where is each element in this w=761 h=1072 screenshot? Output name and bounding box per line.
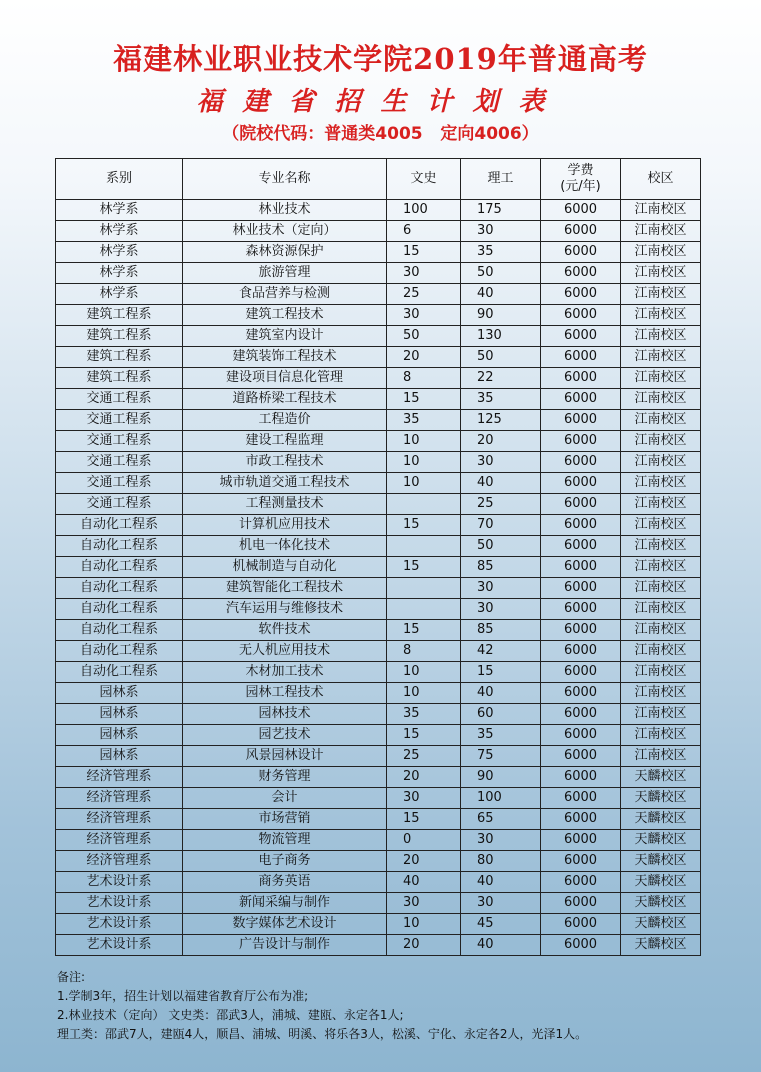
cell-arts: 15 <box>387 557 461 578</box>
cell-arts: 20 <box>387 347 461 368</box>
cell-science: 50 <box>461 536 541 557</box>
table-row <box>56 284 701 305</box>
cell-campus: 天麟校区 <box>621 788 701 809</box>
cell-major: 建筑智能化工程技术 <box>183 578 387 599</box>
cell-department: 自动化工程系 <box>56 536 183 557</box>
table-row <box>56 242 701 263</box>
cell-tuition: 6000 <box>541 368 621 389</box>
cell-arts: 25 <box>387 284 461 305</box>
cell-department: 艺术设计系 <box>56 893 183 914</box>
cell-arts: 40 <box>387 872 461 893</box>
table-row <box>56 767 701 788</box>
cell-tuition: 6000 <box>541 662 621 683</box>
cell-campus: 江南校区 <box>621 305 701 326</box>
cell-arts: 15 <box>387 809 461 830</box>
cell-major: 建筑工程技术 <box>183 305 387 326</box>
cell-department: 经济管理系 <box>56 788 183 809</box>
table-row <box>56 431 701 452</box>
cell-arts: 20 <box>387 851 461 872</box>
cell-campus: 江南校区 <box>621 662 701 683</box>
cell-major: 无人机应用技术 <box>183 641 387 662</box>
cell-campus: 天麟校区 <box>621 914 701 935</box>
cell-science: 60 <box>461 704 541 725</box>
page-title: 福建林业职业技术学院2019年普通高考 <box>113 42 648 76</box>
table-header-row <box>56 159 701 200</box>
cell-science: 30 <box>461 830 541 851</box>
cell-department: 自动化工程系 <box>56 557 183 578</box>
cell-major: 森林资源保护 <box>183 242 387 263</box>
cell-major: 市政工程技术 <box>183 452 387 473</box>
cell-major: 建设工程监理 <box>183 431 387 452</box>
cell-arts: 15 <box>387 620 461 641</box>
cell-major: 软件技术 <box>183 620 387 641</box>
table-row <box>56 809 701 830</box>
cell-department: 自动化工程系 <box>56 578 183 599</box>
cell-arts: 30 <box>387 305 461 326</box>
cell-campus: 江南校区 <box>621 578 701 599</box>
table-row <box>56 452 701 473</box>
cell-campus: 江南校区 <box>621 620 701 641</box>
cell-campus: 天麟校区 <box>621 893 701 914</box>
cell-tuition: 6000 <box>541 389 621 410</box>
table-row <box>56 347 701 368</box>
cell-major: 电子商务 <box>183 851 387 872</box>
table-row <box>56 494 701 515</box>
cell-campus: 江南校区 <box>621 326 701 347</box>
cell-arts: 25 <box>387 746 461 767</box>
cell-department: 建筑工程系 <box>56 347 183 368</box>
cell-tuition: 6000 <box>541 221 621 242</box>
table-row <box>56 746 701 767</box>
cell-department: 林学系 <box>56 284 183 305</box>
cell-science: 45 <box>461 914 541 935</box>
cell-science: 30 <box>461 578 541 599</box>
cell-arts <box>387 578 461 599</box>
cell-campus: 江南校区 <box>621 242 701 263</box>
cell-arts: 10 <box>387 473 461 494</box>
cell-major: 园林技术 <box>183 704 387 725</box>
page-subtitle: 福建省招生计划表 <box>196 87 565 117</box>
cell-campus: 江南校区 <box>621 494 701 515</box>
table-body <box>56 200 701 956</box>
cell-campus: 天麟校区 <box>621 809 701 830</box>
cell-major: 木材加工技术 <box>183 662 387 683</box>
table-row <box>56 389 701 410</box>
cell-arts: 10 <box>387 431 461 452</box>
table-row <box>56 578 701 599</box>
cell-science: 40 <box>461 473 541 494</box>
cell-major: 工程造价 <box>183 410 387 431</box>
notes-line: 2.林业技术（定向） 文史类：邵武3人，浦城、建瓯、永定各1人; <box>57 1008 404 1022</box>
cell-major: 商务英语 <box>183 872 387 893</box>
cell-campus: 江南校区 <box>621 557 701 578</box>
cell-campus: 江南校区 <box>621 263 701 284</box>
cell-tuition: 6000 <box>541 788 621 809</box>
cell-science: 30 <box>461 599 541 620</box>
cell-arts: 100 <box>387 200 461 221</box>
cell-tuition: 6000 <box>541 242 621 263</box>
cell-campus: 江南校区 <box>621 284 701 305</box>
table-row <box>56 536 701 557</box>
cell-arts <box>387 599 461 620</box>
table-row <box>56 893 701 914</box>
cell-science: 80 <box>461 851 541 872</box>
cell-science: 30 <box>461 452 541 473</box>
cell-arts: 10 <box>387 683 461 704</box>
cell-department: 艺术设计系 <box>56 914 183 935</box>
cell-arts: 15 <box>387 725 461 746</box>
cell-campus: 天麟校区 <box>621 872 701 893</box>
table-row <box>56 683 701 704</box>
cell-department: 建筑工程系 <box>56 305 183 326</box>
cell-major: 财务管理 <box>183 767 387 788</box>
header-tuition: 学费 (元/年) <box>541 159 621 200</box>
header-major: 专业名称 <box>183 159 387 200</box>
cell-campus: 江南校区 <box>621 599 701 620</box>
cell-arts <box>387 536 461 557</box>
cell-arts: 15 <box>387 515 461 536</box>
cell-major: 食品营养与检测 <box>183 284 387 305</box>
notes <box>57 968 737 1044</box>
cell-tuition: 6000 <box>541 620 621 641</box>
cell-science: 40 <box>461 683 541 704</box>
cell-major: 计算机应用技术 <box>183 515 387 536</box>
cell-major: 机电一体化技术 <box>183 536 387 557</box>
cell-tuition: 6000 <box>541 305 621 326</box>
cell-major: 汽车运用与维修技术 <box>183 599 387 620</box>
cell-tuition: 6000 <box>541 515 621 536</box>
cell-tuition: 6000 <box>541 935 621 956</box>
cell-tuition: 6000 <box>541 473 621 494</box>
cell-major: 数字媒体艺术设计 <box>183 914 387 935</box>
cell-tuition: 6000 <box>541 851 621 872</box>
table-row <box>56 641 701 662</box>
cell-major: 工程测量技术 <box>183 494 387 515</box>
header-department: 系别 <box>56 159 183 200</box>
cell-department: 园林系 <box>56 725 183 746</box>
cell-major: 园艺技术 <box>183 725 387 746</box>
cell-department: 经济管理系 <box>56 767 183 788</box>
cell-arts: 15 <box>387 242 461 263</box>
cell-campus: 江南校区 <box>621 536 701 557</box>
cell-tuition: 6000 <box>541 893 621 914</box>
cell-science: 85 <box>461 557 541 578</box>
cell-arts: 20 <box>387 935 461 956</box>
cell-department: 经济管理系 <box>56 851 183 872</box>
cell-major: 城市轨道交通工程技术 <box>183 473 387 494</box>
cell-campus: 江南校区 <box>621 746 701 767</box>
cell-tuition: 6000 <box>541 536 621 557</box>
cell-department: 林学系 <box>56 221 183 242</box>
cell-science: 15 <box>461 662 541 683</box>
cell-department: 自动化工程系 <box>56 641 183 662</box>
cell-arts: 8 <box>387 641 461 662</box>
cell-campus: 江南校区 <box>621 221 701 242</box>
cell-department: 艺术设计系 <box>56 872 183 893</box>
cell-department: 林学系 <box>56 242 183 263</box>
cell-campus: 江南校区 <box>621 515 701 536</box>
cell-science: 75 <box>461 746 541 767</box>
cell-department: 交通工程系 <box>56 431 183 452</box>
table-row <box>56 515 701 536</box>
table-row <box>56 263 701 284</box>
cell-department: 自动化工程系 <box>56 515 183 536</box>
cell-science: 125 <box>461 410 541 431</box>
cell-tuition: 6000 <box>541 641 621 662</box>
table-row <box>56 200 701 221</box>
cell-science: 40 <box>461 935 541 956</box>
table-row <box>56 620 701 641</box>
cell-science: 90 <box>461 767 541 788</box>
cell-tuition: 6000 <box>541 557 621 578</box>
cell-tuition: 6000 <box>541 725 621 746</box>
cell-department: 交通工程系 <box>56 452 183 473</box>
cell-department: 建筑工程系 <box>56 368 183 389</box>
cell-tuition: 6000 <box>541 326 621 347</box>
table-row <box>56 410 701 431</box>
cell-campus: 江南校区 <box>621 389 701 410</box>
cell-major: 建筑室内设计 <box>183 326 387 347</box>
cell-arts: 30 <box>387 263 461 284</box>
cell-tuition: 6000 <box>541 914 621 935</box>
cell-arts: 35 <box>387 704 461 725</box>
table-row <box>56 473 701 494</box>
enrollment-plan-table <box>55 158 701 956</box>
cell-major: 林业技术 <box>183 200 387 221</box>
cell-tuition: 6000 <box>541 410 621 431</box>
cell-science: 35 <box>461 389 541 410</box>
cell-campus: 江南校区 <box>621 473 701 494</box>
cell-department: 自动化工程系 <box>56 599 183 620</box>
cell-campus: 天麟校区 <box>621 935 701 956</box>
notes-line: 1.学制3年，招生计划以福建省教育厅公布为准; <box>57 989 309 1003</box>
cell-department: 交通工程系 <box>56 410 183 431</box>
cell-science: 90 <box>461 305 541 326</box>
cell-tuition: 6000 <box>541 767 621 788</box>
cell-department: 园林系 <box>56 746 183 767</box>
cell-arts: 0 <box>387 830 461 851</box>
cell-campus: 江南校区 <box>621 683 701 704</box>
cell-department: 经济管理系 <box>56 809 183 830</box>
cell-tuition: 6000 <box>541 347 621 368</box>
cell-science: 85 <box>461 620 541 641</box>
cell-campus: 江南校区 <box>621 704 701 725</box>
cell-major: 建筑装饰工程技术 <box>183 347 387 368</box>
table-row <box>56 662 701 683</box>
cell-tuition: 6000 <box>541 746 621 767</box>
cell-campus: 江南校区 <box>621 200 701 221</box>
cell-major: 风景园林设计 <box>183 746 387 767</box>
table-row <box>56 725 701 746</box>
cell-major: 旅游管理 <box>183 263 387 284</box>
table-row <box>56 557 701 578</box>
cell-tuition: 6000 <box>541 452 621 473</box>
cell-tuition: 6000 <box>541 200 621 221</box>
cell-major: 机械制造与自动化 <box>183 557 387 578</box>
table-row <box>56 830 701 851</box>
cell-major: 园林工程技术 <box>183 683 387 704</box>
cell-science: 30 <box>461 893 541 914</box>
cell-arts: 10 <box>387 914 461 935</box>
cell-science: 50 <box>461 263 541 284</box>
cell-campus: 江南校区 <box>621 452 701 473</box>
cell-tuition: 6000 <box>541 704 621 725</box>
cell-science: 22 <box>461 368 541 389</box>
cell-arts: 8 <box>387 368 461 389</box>
table-row <box>56 305 701 326</box>
cell-department: 自动化工程系 <box>56 620 183 641</box>
cell-campus: 江南校区 <box>621 347 701 368</box>
school-code-line: （院校代码：普通类4005 定向4006） <box>222 124 539 144</box>
cell-campus: 江南校区 <box>621 431 701 452</box>
cell-tuition: 6000 <box>541 494 621 515</box>
cell-campus: 天麟校区 <box>621 851 701 872</box>
cell-tuition: 6000 <box>541 872 621 893</box>
cell-campus: 江南校区 <box>621 410 701 431</box>
cell-tuition: 6000 <box>541 263 621 284</box>
cell-arts: 30 <box>387 788 461 809</box>
cell-tuition: 6000 <box>541 599 621 620</box>
header-science: 理工 <box>461 159 541 200</box>
cell-department: 经济管理系 <box>56 830 183 851</box>
cell-science: 65 <box>461 809 541 830</box>
cell-arts: 35 <box>387 410 461 431</box>
cell-department: 交通工程系 <box>56 494 183 515</box>
cell-major: 林业技术（定向） <box>183 221 387 242</box>
cell-arts: 20 <box>387 767 461 788</box>
cell-science: 100 <box>461 788 541 809</box>
cell-tuition: 6000 <box>541 431 621 452</box>
cell-science: 50 <box>461 347 541 368</box>
cell-arts: 10 <box>387 452 461 473</box>
cell-department: 艺术设计系 <box>56 935 183 956</box>
cell-major: 广告设计与制作 <box>183 935 387 956</box>
table-row <box>56 326 701 347</box>
cell-science: 35 <box>461 242 541 263</box>
cell-science: 40 <box>461 872 541 893</box>
cell-tuition: 6000 <box>541 578 621 599</box>
table-row <box>56 704 701 725</box>
cell-major: 新闻采编与制作 <box>183 893 387 914</box>
cell-science: 40 <box>461 284 541 305</box>
table-row <box>56 221 701 242</box>
cell-department: 园林系 <box>56 683 183 704</box>
cell-campus: 天麟校区 <box>621 830 701 851</box>
cell-department: 交通工程系 <box>56 389 183 410</box>
cell-arts: 50 <box>387 326 461 347</box>
table-row <box>56 368 701 389</box>
cell-science: 35 <box>461 725 541 746</box>
cell-campus: 江南校区 <box>621 641 701 662</box>
cell-arts: 15 <box>387 389 461 410</box>
table-row <box>56 872 701 893</box>
cell-tuition: 6000 <box>541 830 621 851</box>
cell-science: 25 <box>461 494 541 515</box>
cell-campus: 江南校区 <box>621 725 701 746</box>
notes-line: 理工类：邵武7人，建瓯4人，顺昌、浦城、明溪、将乐各3人，松溪、宁化、永定各2人，光泽1人。 <box>57 1027 588 1041</box>
cell-science: 30 <box>461 221 541 242</box>
cell-tuition: 6000 <box>541 683 621 704</box>
cell-arts: 6 <box>387 221 461 242</box>
table-row <box>56 599 701 620</box>
cell-campus: 江南校区 <box>621 368 701 389</box>
cell-arts: 30 <box>387 893 461 914</box>
cell-department: 自动化工程系 <box>56 662 183 683</box>
cell-arts: 10 <box>387 662 461 683</box>
cell-department: 林学系 <box>56 200 183 221</box>
cell-department: 建筑工程系 <box>56 326 183 347</box>
table-row <box>56 788 701 809</box>
cell-department: 林学系 <box>56 263 183 284</box>
header-campus: 校区 <box>621 159 701 200</box>
cell-tuition: 6000 <box>541 284 621 305</box>
cell-major: 道路桥梁工程技术 <box>183 389 387 410</box>
cell-campus: 天麟校区 <box>621 767 701 788</box>
cell-major: 会计 <box>183 788 387 809</box>
cell-major: 建设项目信息化管理 <box>183 368 387 389</box>
cell-department: 园林系 <box>56 704 183 725</box>
cell-major: 市场营销 <box>183 809 387 830</box>
header-arts: 文史 <box>387 159 461 200</box>
table-row <box>56 935 701 956</box>
notes-heading: 备注: <box>57 970 86 984</box>
cell-major: 物流管理 <box>183 830 387 851</box>
cell-department: 交通工程系 <box>56 473 183 494</box>
cell-science: 42 <box>461 641 541 662</box>
cell-science: 70 <box>461 515 541 536</box>
cell-science: 130 <box>461 326 541 347</box>
table-row <box>56 851 701 872</box>
cell-science: 175 <box>461 200 541 221</box>
cell-tuition: 6000 <box>541 809 621 830</box>
table-row <box>56 914 701 935</box>
cell-science: 20 <box>461 431 541 452</box>
cell-arts <box>387 494 461 515</box>
